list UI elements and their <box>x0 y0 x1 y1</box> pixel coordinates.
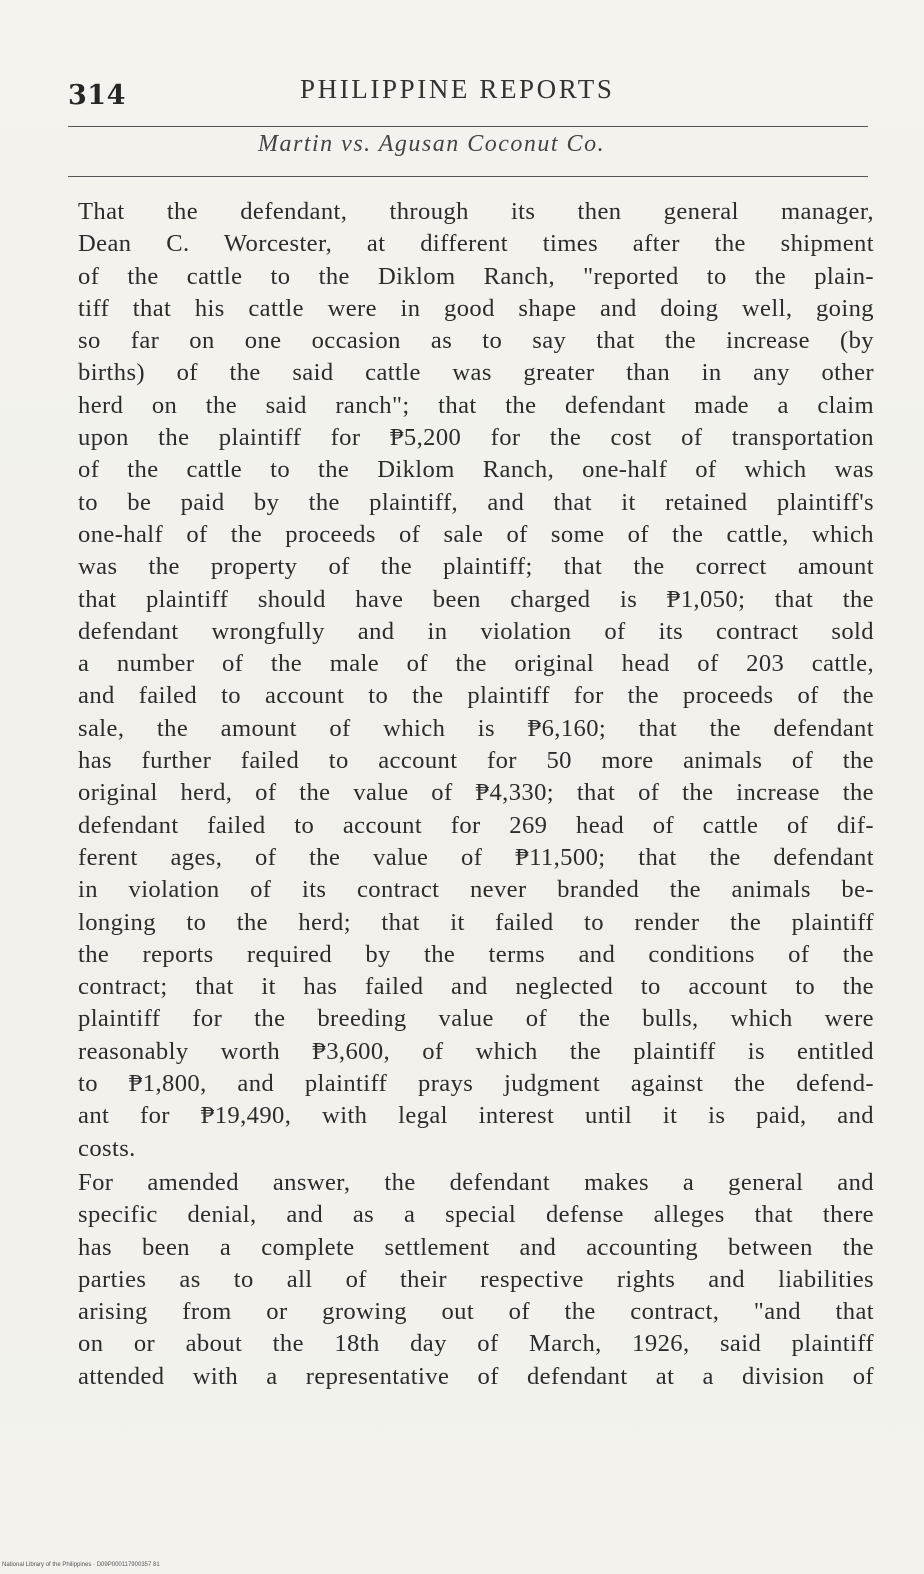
text-line: to be paid by the plaintiff, and that it retained plaintiff's <box>78 488 874 516</box>
text-line: contract; that it has failed and neglected to account to the <box>78 973 874 1001</box>
running-title: PHILIPPINE REPORTS <box>300 74 615 104</box>
text-line: parties as to all of their respective rights and liabilities <box>78 1265 874 1293</box>
text-line: arising from or growing out of the contract, "and that <box>78 1298 874 1326</box>
paragraph-2 <box>78 1167 874 1393</box>
text-line: plaintiff for the breeding value of the bulls, which were <box>78 1005 874 1033</box>
text-line: that plaintiff should have been charged is ₱1,050; that the <box>78 585 874 613</box>
header-rule-bottom <box>68 176 868 177</box>
text-line: births) of the said cattle was greater than in any other <box>78 359 874 387</box>
page-number: 314 <box>68 80 126 111</box>
body-text <box>78 196 874 1393</box>
text-line: tiff that his cattle were in good shape and doing well, going <box>78 294 874 322</box>
text-line: and failed to account to the plaintiff for the proceeds of the <box>78 682 874 710</box>
footer-note: National Library of the Philippines · D09P000117900357 81 <box>2 1562 160 1568</box>
text-line: ant for ₱19,490, with legal interest until it is paid, and <box>78 1102 874 1130</box>
text-line: defendant wrongfully and in violation of its contract sold <box>78 617 874 645</box>
text-line: has been a complete settlement and accounting between the <box>78 1233 874 1261</box>
case-title: Martin vs. Agusan Coconut Co. <box>258 131 606 157</box>
text-line: upon the plaintiff for ₱5,200 for the cost of transportation <box>78 424 874 452</box>
text-line: a number of the male of the original head of 203 cattle, <box>78 650 874 678</box>
paragraph-1 <box>78 196 874 1165</box>
text-line: in violation of its contract never branded the animals be- <box>78 876 874 904</box>
text-line: on or about the 18th day of March, 1926, said plaintiff <box>78 1330 874 1358</box>
text-line: herd on the said ranch"; that the defendant made a claim <box>78 391 874 419</box>
text-line: Dean C. Worcester, at different times after the shipment <box>78 230 874 258</box>
text-line: costs. <box>78 1134 136 1162</box>
text-line: reasonably worth ₱3,600, of which the plaintiff is entitled <box>78 1037 874 1065</box>
text-line: For amended answer, the defendant makes a general and <box>78 1168 874 1196</box>
text-line: has further failed to account for 50 more animals of the <box>78 747 874 775</box>
text-line: one-half of the proceeds of sale of some of the cattle, which <box>78 520 874 548</box>
text-line: attended with a representative of defendant at a division of <box>78 1362 874 1390</box>
text-line: defendant failed to account for 269 head of cattle of dif- <box>78 811 874 839</box>
text-line: original herd, of the value of ₱4,330; that of the increase the <box>78 779 874 807</box>
text-line: of the cattle to the Diklom Ranch, "reported to the plain- <box>78 262 874 290</box>
text-line: so far on one occasion as to say that the increase (by <box>78 327 874 355</box>
text-line: the reports required by the terms and conditions of the <box>78 940 874 968</box>
text-line: specific denial, and as a special defense alleges that there <box>78 1201 874 1229</box>
text-line: to ₱1,800, and plaintiff prays judgment against the defend- <box>78 1070 874 1098</box>
text-line: That the defendant, through its then general manager, <box>78 198 874 225</box>
text-line: longing to the herd; that it failed to render the plaintiff <box>78 908 874 936</box>
page-header <box>68 74 868 134</box>
text-line: of the cattle to the Diklom Ranch, one-half of which was <box>78 456 874 484</box>
text-line: ferent ages, of the value of ₱11,500; that the defendant <box>78 843 874 871</box>
header-rule-top <box>68 126 868 127</box>
text-line: was the property of the plaintiff; that the correct amount <box>78 553 874 581</box>
text-line: sale, the amount of which is ₱6,160; that the defendant <box>78 714 874 742</box>
